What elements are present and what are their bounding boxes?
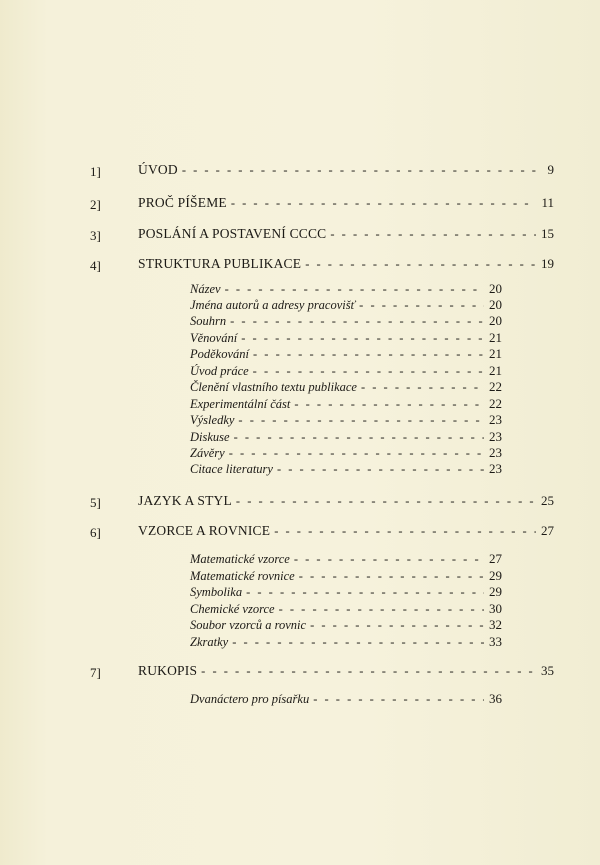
page-number: 23 bbox=[489, 429, 502, 444]
section-title: Soubor vzorců a rovnic bbox=[190, 618, 307, 632]
toc-entry-section bbox=[190, 313, 502, 329]
toc-entry-chapter bbox=[138, 162, 554, 178]
page-number: 11 bbox=[541, 195, 554, 210]
page-number: 21 bbox=[489, 363, 502, 378]
chapter-number: 1] bbox=[90, 164, 101, 179]
page-number: 27 bbox=[489, 551, 502, 566]
chapter-title: JAZYK A STYL bbox=[138, 493, 232, 508]
dot-leader bbox=[279, 602, 484, 617]
toc-entry-chapter bbox=[138, 226, 554, 242]
dot-leader bbox=[234, 430, 484, 445]
toc-entry-section bbox=[190, 445, 502, 461]
toc-entry-section bbox=[190, 429, 502, 445]
section-title: Členění vlastního textu publikace bbox=[190, 380, 357, 394]
chapter-number: 5] bbox=[90, 495, 101, 510]
dot-leader bbox=[359, 298, 484, 313]
toc-entry-section bbox=[190, 396, 502, 412]
page-number: 25 bbox=[541, 493, 554, 508]
page-number: 21 bbox=[489, 330, 502, 345]
page-number: 33 bbox=[489, 634, 502, 649]
dot-leader bbox=[236, 494, 536, 509]
chapter-title: POSLÁNÍ A POSTAVENÍ CCCC bbox=[138, 226, 327, 241]
section-title: Zkratky bbox=[190, 635, 229, 649]
section-title: Název bbox=[190, 282, 221, 296]
section-title: Matematické vzorce bbox=[190, 552, 290, 566]
chapter-title: PROČ PÍŠEME bbox=[138, 195, 227, 210]
page-number: 29 bbox=[489, 568, 502, 583]
section-title: Souhrn bbox=[190, 314, 227, 328]
page-number: 21 bbox=[489, 346, 502, 361]
section-title: Chemické vzorce bbox=[190, 602, 275, 616]
page-number: 32 bbox=[489, 617, 502, 632]
section-title: Jména autorů a adresy pracovišť bbox=[190, 298, 356, 312]
chapter-number: 6] bbox=[90, 525, 101, 540]
dot-leader bbox=[253, 347, 484, 362]
dot-leader bbox=[305, 257, 536, 272]
toc-entry-section bbox=[190, 568, 502, 584]
dot-leader bbox=[246, 585, 484, 600]
section-title: Závěry bbox=[190, 446, 225, 460]
dot-leader bbox=[230, 314, 484, 329]
toc-entry-section bbox=[190, 461, 502, 477]
section-title: Věnování bbox=[190, 331, 238, 345]
toc-entry-section bbox=[190, 584, 502, 600]
page-number: 19 bbox=[541, 256, 554, 271]
section-title: Výsledky bbox=[190, 413, 235, 427]
dot-leader bbox=[361, 380, 484, 395]
toc-entry-section bbox=[190, 379, 502, 395]
dot-leader bbox=[182, 163, 536, 178]
dot-leader bbox=[201, 664, 536, 679]
toc-entry-section bbox=[190, 346, 502, 362]
chapter-title: RUKOPIS bbox=[138, 663, 198, 678]
page-number: 35 bbox=[541, 663, 554, 678]
chapter-number: 2] bbox=[90, 197, 101, 212]
page-number: 23 bbox=[489, 461, 502, 476]
toc-entry-section bbox=[190, 617, 502, 633]
page-number: 23 bbox=[489, 445, 502, 460]
toc-entry-chapter bbox=[138, 663, 554, 679]
dot-leader bbox=[330, 227, 536, 242]
chapter-number: 7] bbox=[90, 665, 101, 680]
page-number: 20 bbox=[489, 313, 502, 328]
dot-leader bbox=[232, 635, 484, 650]
page-number: 15 bbox=[541, 226, 554, 241]
page-number: 36 bbox=[489, 691, 502, 706]
toc-entry-chapter bbox=[138, 195, 554, 211]
toc-entry-chapter bbox=[138, 256, 554, 272]
page-number: 30 bbox=[489, 601, 502, 616]
dot-leader bbox=[274, 524, 536, 539]
toc-entry-chapter bbox=[138, 523, 554, 539]
toc-entry-section bbox=[190, 281, 502, 297]
section-title: Diskuse bbox=[190, 430, 230, 444]
toc-entry-section bbox=[190, 363, 502, 379]
dot-leader bbox=[253, 364, 484, 379]
dot-leader bbox=[313, 692, 484, 707]
section-title: Citace literatury bbox=[190, 462, 273, 476]
page-number: 23 bbox=[489, 412, 502, 427]
section-title: Experimentální část bbox=[190, 397, 291, 411]
dot-leader bbox=[294, 552, 484, 567]
toc-entry-section bbox=[190, 297, 502, 313]
dot-leader bbox=[231, 196, 536, 211]
page-number: 9 bbox=[547, 162, 554, 177]
toc-entry-chapter bbox=[138, 493, 554, 509]
section-title: Úvod práce bbox=[190, 364, 249, 378]
dot-leader bbox=[229, 446, 484, 461]
dot-leader bbox=[241, 331, 484, 346]
section-title: Poděkování bbox=[190, 347, 250, 361]
toc-entry-section bbox=[190, 412, 502, 428]
dot-leader bbox=[310, 618, 484, 633]
dot-leader bbox=[277, 462, 484, 477]
toc-entry-section bbox=[190, 601, 502, 617]
toc-entry-section bbox=[190, 551, 502, 567]
page-number: 20 bbox=[489, 297, 502, 312]
dot-leader bbox=[225, 282, 484, 297]
toc-entry-section bbox=[190, 634, 502, 650]
section-title: Matematické rovnice bbox=[190, 569, 295, 583]
toc-entry-section bbox=[190, 330, 502, 346]
toc-entry-section bbox=[190, 691, 502, 707]
chapter-title: STRUKTURA PUBLIKACE bbox=[138, 256, 302, 271]
dot-leader bbox=[294, 397, 484, 412]
section-title: Dvanáctero pro písařku bbox=[190, 692, 310, 706]
page-number: 20 bbox=[489, 281, 502, 296]
page-number: 27 bbox=[541, 523, 554, 538]
dot-leader bbox=[299, 569, 484, 584]
chapter-number: 3] bbox=[90, 228, 101, 243]
chapter-title: ÚVOD bbox=[138, 162, 178, 177]
chapter-title: VZORCE A ROVNICE bbox=[138, 523, 271, 538]
section-title: Symbolika bbox=[190, 585, 243, 599]
page-number: 29 bbox=[489, 584, 502, 599]
chapter-number: 4] bbox=[90, 258, 101, 273]
page-number: 22 bbox=[489, 396, 502, 411]
dot-leader bbox=[238, 413, 484, 428]
page-number: 22 bbox=[489, 379, 502, 394]
